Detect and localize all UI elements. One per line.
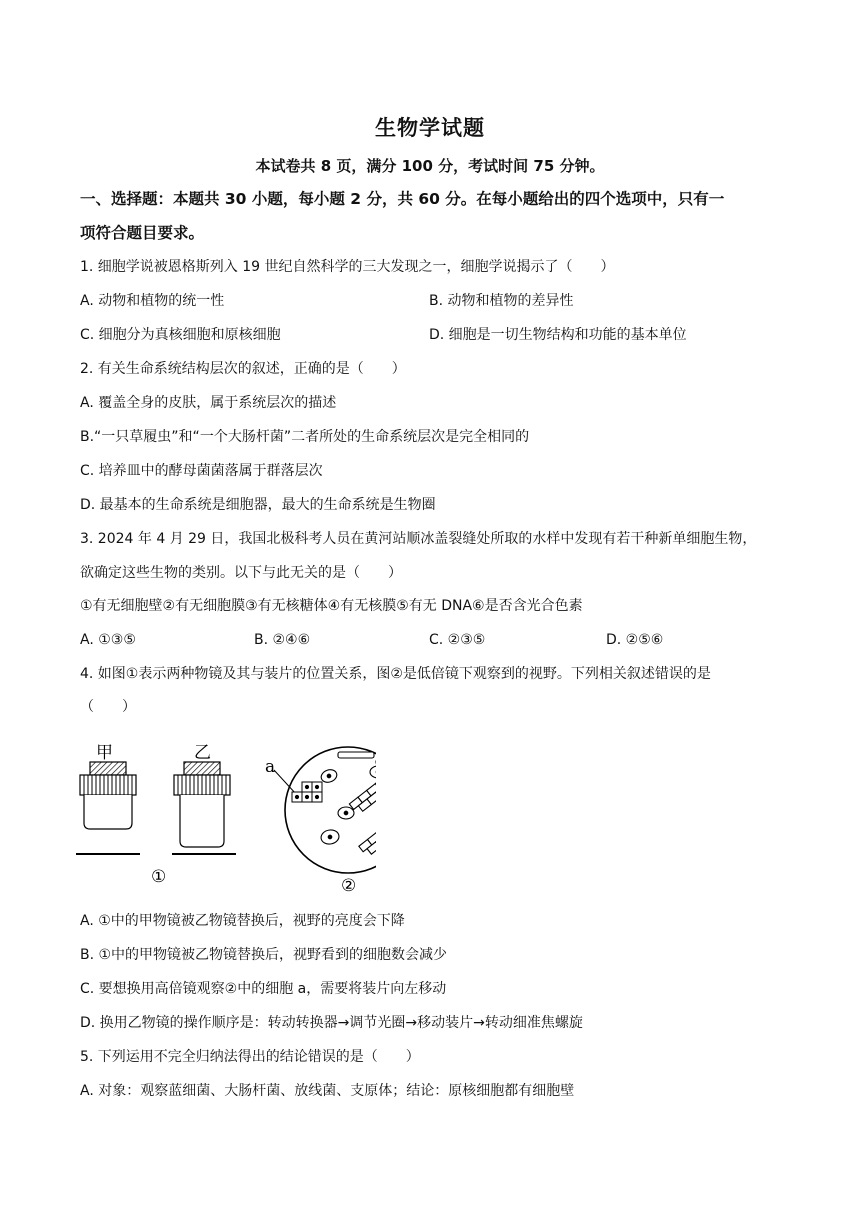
question-3-option-d: D. ②⑤⑥ <box>606 632 664 648</box>
question-4-option-a: A. ①中的甲物镜被乙物镜替换后，视野的亮度会下降 <box>80 913 405 929</box>
field-of-view <box>265 747 376 873</box>
exam-info: 本试卷共 8 页，满分 100 分，考试时间 75 分钟。 <box>255 157 605 175</box>
question-4-stem-line1: 4. 如图①表示两种物镜及其与装片的位置关系，图②是低倍镜下观察到的视野。下列相关叙述错误的是 <box>80 666 711 682</box>
label-yi: 乙 <box>194 743 211 763</box>
question-2-option-d: D. 最基本的生命系统是细胞器，最大的生命系统是生物圈 <box>80 497 436 513</box>
question-3-stem-line1: 3. 2024 年 4 月 29 日，我国北极科考人员在黄河站顺冰盖裂缝处所取的水样中发现有若干种新单细胞生物， <box>80 531 757 547</box>
question-3-option-a: A. ①③⑤ <box>80 632 136 648</box>
question-3-items: ①有无细胞壁②有无细胞膜③有无核糖体④有无核膜⑤有无 DNA⑥是否含光合色素 <box>80 598 583 614</box>
question-2-option-b: B.“一只草履虫”和“一个大肠杆菌”二者所处的生命系统层次是完全相同的 <box>80 429 530 445</box>
question-4-option-c: C. 要想换用高倍镜观察②中的细胞 a，需要将装片向左移动 <box>80 981 447 997</box>
question-1-stem: 1. 细胞学说被恩格斯列入 19 世纪自然科学的三大发现之一，细胞学说揭示了（ ） <box>80 259 615 275</box>
question-2-stem: 2. 有关生命系统结构层次的叙述，正确的是（ ） <box>80 361 406 377</box>
question-4-option-d: D. 换用乙物镜的操作顺序是：转动转换器→调节光圈→移动装片→转动细准焦螺旋 <box>80 1015 583 1031</box>
microscope-figure <box>76 736 376 896</box>
question-4-stem-line2: （ ） <box>80 699 136 715</box>
microscope-diagram <box>76 736 376 896</box>
question-4-option-b: B. ①中的甲物镜被乙物镜替换后，视野看到的细胞数会减少 <box>80 947 448 963</box>
question-1-option-d: D. 细胞是一切生物结构和功能的基本单位 <box>429 327 687 343</box>
objective-yi <box>172 762 236 854</box>
label-fig1: ① <box>151 867 167 887</box>
question-2-option-c: C. 培养皿中的酵母菌菌落属于群落层次 <box>80 463 323 479</box>
question-5-stem: 5. 下列运用不完全归纳法得出的结论错误的是（ ） <box>80 1049 420 1065</box>
question-1-option-a: A. 动物和植物的统一性 <box>80 293 225 309</box>
question-5-option-a: A. 对象：观察蓝细菌、大肠杆菌、放线菌、支原体；结论：原核细胞都有细胞壁 <box>80 1083 575 1099</box>
question-1-option-c: C. 细胞分为真核细胞和原核细胞 <box>80 327 281 343</box>
question-3-stem-line2: 欲确定这些生物的类别。以下与此无关的是（ ） <box>80 565 402 581</box>
question-3-option-b: B. ②④⑥ <box>254 632 311 648</box>
label-jia: 甲 <box>96 743 113 763</box>
section-heading-line2: 项符合题目要求。 <box>80 224 205 242</box>
question-2-option-a: A. 覆盖全身的皮肤，属于系统层次的描述 <box>80 395 337 411</box>
objective-jia <box>76 762 140 854</box>
section-heading <box>80 182 790 250</box>
question-3-option-c: C. ②③⑤ <box>429 632 486 648</box>
section-heading-line1: 一、选择题：本题共 30 小题，每小题 2 分，共 60 分。在每小题给出的四个选项中，只有一 <box>80 190 725 208</box>
label-fig2: ② <box>341 876 357 896</box>
question-1-option-b: B. 动物和植物的差异性 <box>429 293 574 309</box>
label-a: a <box>265 757 276 777</box>
page-title: 生物学试题 <box>375 116 485 140</box>
